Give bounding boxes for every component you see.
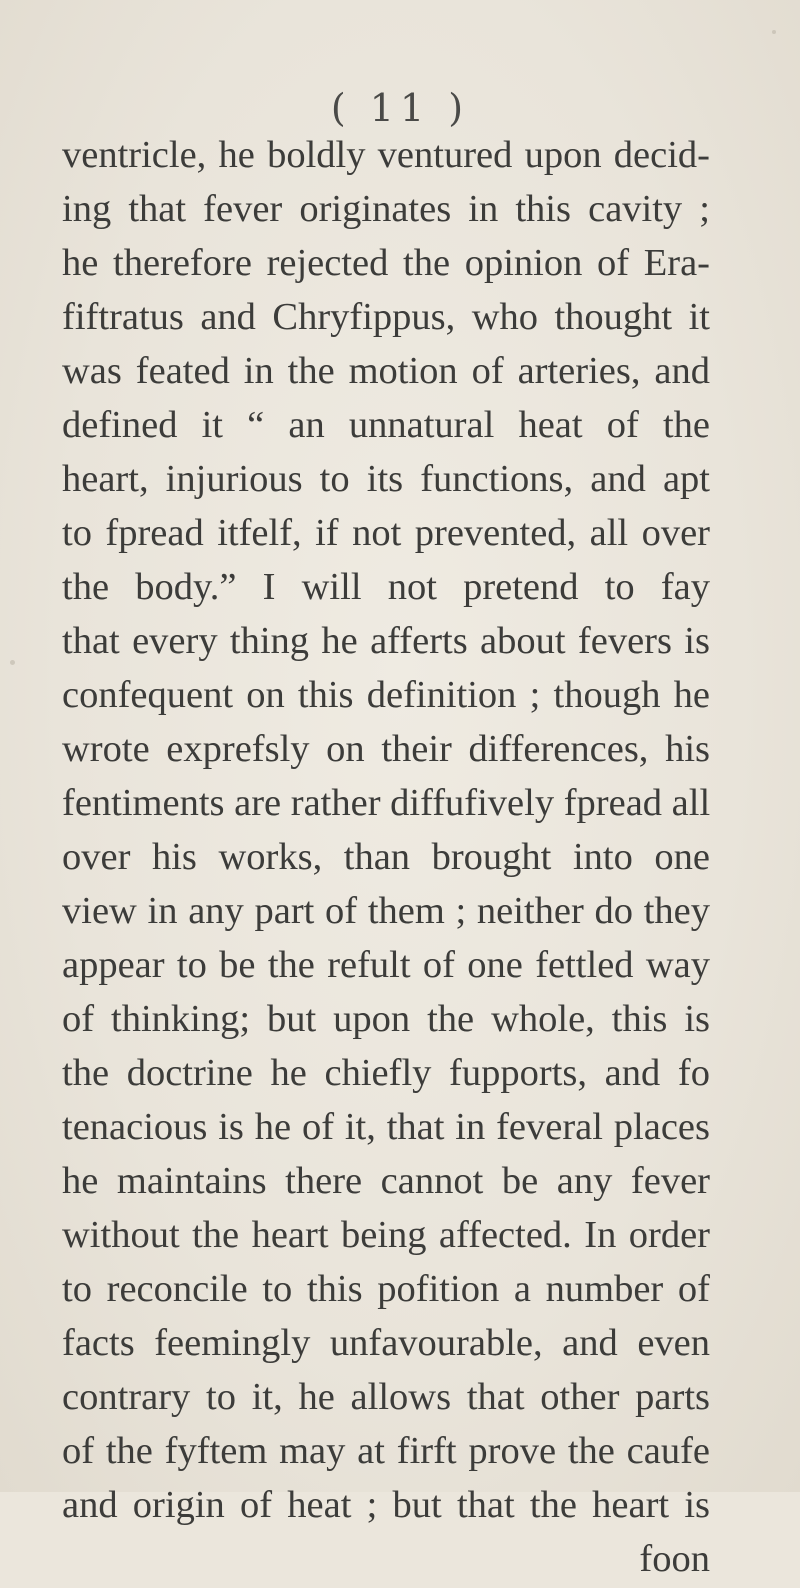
- text-line: ing that fever originates in this cavity ;: [62, 188, 710, 230]
- text-line: the body.” I will not pretend to fay: [62, 566, 710, 608]
- text-line: without the heart being affected. In order: [62, 1214, 710, 1256]
- text-line: that every thing he afferts about fevers is: [62, 620, 710, 662]
- text-line: confequent on this definition ; though he: [62, 674, 710, 716]
- text-line: fentiments are rather diffufively fpread all: [62, 782, 711, 824]
- text-line: he maintains there cannot be any fever: [62, 1160, 710, 1202]
- text-line: tenacious is he of it, that in feveral places: [62, 1106, 710, 1148]
- paper-speck: [772, 30, 776, 34]
- catchword: foon: [639, 1538, 710, 1580]
- text-line: ventricle, he boldly ventured upon decid-: [62, 134, 710, 176]
- text-line: fiftratus and Chryfippus, who thought it: [62, 296, 710, 338]
- text-line: the doctrine he chiefly fupports, and fo: [62, 1052, 710, 1094]
- text-line: appear to be the refult of one fettled way: [62, 944, 710, 986]
- text-line: facts feemingly unfavourable, and even: [62, 1322, 710, 1364]
- text-line: contrary to it, he allows that other parts: [62, 1376, 710, 1418]
- text-line: defined it “ an unnatural heat of the: [62, 404, 710, 446]
- text-line: and origin of heat ; but that the heart is: [62, 1484, 710, 1526]
- text-line: was feated in the motion of arteries, and: [62, 350, 710, 392]
- text-line: view in any part of them ; neither do they: [62, 890, 710, 932]
- text-line: to fpread itfelf, if not prevented, all over: [62, 512, 710, 554]
- page-number: ( 11 ): [330, 86, 470, 130]
- text-line: he therefore rejected the opinion of Era-: [62, 242, 710, 284]
- text-line: over his works, than brought into one: [62, 836, 710, 878]
- text-line: heart, injurious to its functions, and apt: [62, 458, 710, 500]
- paper-speck: [10, 660, 15, 665]
- text-line: of the fyftem may at firft prove the caufe: [62, 1430, 710, 1472]
- text-line: wrote exprefsly on their differences, his: [62, 728, 710, 770]
- text-line: of thinking; but upon the whole, this is: [62, 998, 710, 1040]
- text-line: to reconcile to this pofition a number of: [62, 1268, 710, 1310]
